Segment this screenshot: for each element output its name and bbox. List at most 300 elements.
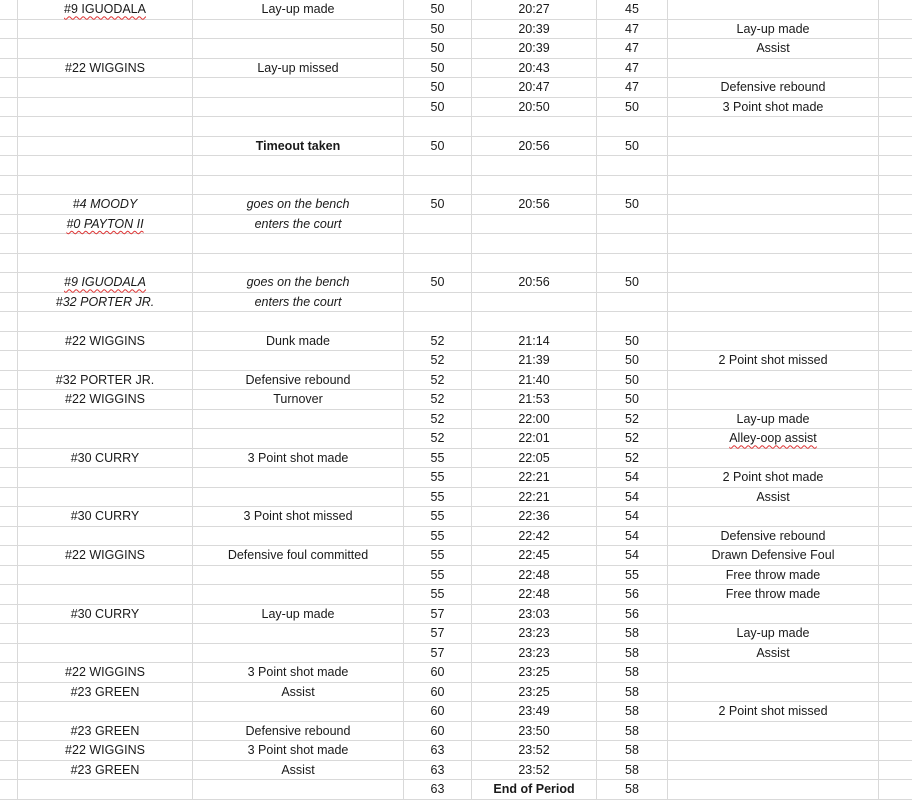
cell-player[interactable]: [18, 644, 193, 663]
cell-player[interactable]: [18, 780, 193, 799]
cell-player[interactable]: [18, 234, 193, 253]
cell-player[interactable]: [18, 410, 193, 429]
cell-opponent-action[interactable]: [668, 468, 879, 487]
cell-player[interactable]: [18, 351, 193, 370]
cell-extra[interactable]: [879, 137, 912, 156]
cell-score-away[interactable]: [597, 527, 668, 546]
cell-score-home[interactable]: [404, 20, 472, 39]
cell-score-home[interactable]: [404, 702, 472, 721]
cell-player[interactable]: [18, 624, 193, 643]
cell-time[interactable]: [472, 468, 597, 487]
cell-score-away[interactable]: [597, 624, 668, 643]
cell-margin[interactable]: [0, 0, 18, 19]
cell-score-away[interactable]: [597, 371, 668, 390]
cell-action[interactable]: [193, 449, 404, 468]
cell-action[interactable]: [193, 156, 404, 175]
cell-score-away[interactable]: [597, 663, 668, 682]
cell-opponent-action[interactable]: [668, 566, 879, 585]
cell-score-away[interactable]: [597, 20, 668, 39]
cell-score-away[interactable]: [597, 273, 668, 292]
cell-action[interactable]: [193, 741, 404, 760]
cell-score-home[interactable]: [404, 585, 472, 604]
cell-margin[interactable]: [0, 585, 18, 604]
cell-extra[interactable]: [879, 702, 912, 721]
cell-player[interactable]: [18, 39, 193, 58]
cell-score-home[interactable]: [404, 527, 472, 546]
cell-time[interactable]: [472, 780, 597, 799]
cell-margin[interactable]: [0, 468, 18, 487]
cell-score-away[interactable]: [597, 195, 668, 214]
cell-score-home[interactable]: [404, 98, 472, 117]
cell-action[interactable]: [193, 605, 404, 624]
cell-margin[interactable]: [0, 312, 18, 331]
cell-score-home[interactable]: [404, 254, 472, 273]
cell-time[interactable]: [472, 371, 597, 390]
cell-player[interactable]: [18, 195, 193, 214]
cell-margin[interactable]: [0, 663, 18, 682]
cell-time[interactable]: [472, 156, 597, 175]
cell-opponent-action[interactable]: [668, 137, 879, 156]
cell-time[interactable]: [472, 176, 597, 195]
cell-score-home[interactable]: [404, 59, 472, 78]
cell-time[interactable]: [472, 624, 597, 643]
cell-player[interactable]: [18, 683, 193, 702]
cell-time[interactable]: [472, 20, 597, 39]
cell-time[interactable]: [472, 585, 597, 604]
cell-opponent-action[interactable]: [668, 0, 879, 19]
cell-action[interactable]: [193, 371, 404, 390]
cell-margin[interactable]: [0, 117, 18, 136]
cell-margin[interactable]: [0, 293, 18, 312]
cell-score-away[interactable]: [597, 410, 668, 429]
cell-action[interactable]: [193, 702, 404, 721]
cell-extra[interactable]: [879, 234, 912, 253]
cell-action[interactable]: [193, 215, 404, 234]
cell-action[interactable]: [193, 663, 404, 682]
cell-score-away[interactable]: [597, 312, 668, 331]
cell-player[interactable]: [18, 390, 193, 409]
cell-player[interactable]: [18, 371, 193, 390]
cell-action[interactable]: [193, 624, 404, 643]
cell-score-away[interactable]: [597, 761, 668, 780]
cell-score-home[interactable]: [404, 780, 472, 799]
cell-score-away[interactable]: [597, 390, 668, 409]
cell-action[interactable]: [193, 293, 404, 312]
cell-margin[interactable]: [0, 98, 18, 117]
cell-player[interactable]: [18, 507, 193, 526]
cell-margin[interactable]: [0, 234, 18, 253]
cell-score-home[interactable]: [404, 546, 472, 565]
cell-extra[interactable]: [879, 605, 912, 624]
cell-score-away[interactable]: [597, 293, 668, 312]
cell-margin[interactable]: [0, 254, 18, 273]
cell-player[interactable]: [18, 156, 193, 175]
cell-score-away[interactable]: [597, 234, 668, 253]
cell-score-home[interactable]: [404, 39, 472, 58]
cell-action[interactable]: [193, 390, 404, 409]
cell-score-away[interactable]: [597, 117, 668, 136]
cell-extra[interactable]: [879, 741, 912, 760]
cell-extra[interactable]: [879, 312, 912, 331]
cell-extra[interactable]: [879, 780, 912, 799]
cell-time[interactable]: [472, 117, 597, 136]
cell-opponent-action[interactable]: [668, 20, 879, 39]
cell-opponent-action[interactable]: [668, 273, 879, 292]
cell-extra[interactable]: [879, 195, 912, 214]
cell-action[interactable]: [193, 254, 404, 273]
cell-player[interactable]: [18, 663, 193, 682]
cell-opponent-action[interactable]: [668, 624, 879, 643]
cell-player[interactable]: [18, 137, 193, 156]
cell-player[interactable]: [18, 761, 193, 780]
cell-extra[interactable]: [879, 585, 912, 604]
cell-extra[interactable]: [879, 644, 912, 663]
cell-margin[interactable]: [0, 761, 18, 780]
cell-time[interactable]: [472, 741, 597, 760]
cell-opponent-action[interactable]: [668, 254, 879, 273]
cell-margin[interactable]: [0, 137, 18, 156]
cell-opponent-action[interactable]: [668, 449, 879, 468]
cell-margin[interactable]: [0, 273, 18, 292]
cell-time[interactable]: [472, 605, 597, 624]
cell-score-away[interactable]: [597, 605, 668, 624]
cell-player[interactable]: [18, 215, 193, 234]
cell-action[interactable]: [193, 39, 404, 58]
cell-player[interactable]: [18, 254, 193, 273]
cell-player[interactable]: [18, 293, 193, 312]
cell-score-home[interactable]: [404, 449, 472, 468]
cell-score-home[interactable]: [404, 644, 472, 663]
cell-margin[interactable]: [0, 78, 18, 97]
cell-margin[interactable]: [0, 507, 18, 526]
cell-score-away[interactable]: [597, 332, 668, 351]
cell-time[interactable]: [472, 390, 597, 409]
cell-extra[interactable]: [879, 429, 912, 448]
cell-extra[interactable]: [879, 371, 912, 390]
cell-extra[interactable]: [879, 488, 912, 507]
cell-opponent-action[interactable]: [668, 78, 879, 97]
cell-action[interactable]: [193, 585, 404, 604]
cell-time[interactable]: [472, 702, 597, 721]
cell-score-away[interactable]: [597, 507, 668, 526]
cell-time[interactable]: [472, 663, 597, 682]
cell-time[interactable]: [472, 0, 597, 19]
cell-extra[interactable]: [879, 761, 912, 780]
cell-score-away[interactable]: [597, 780, 668, 799]
cell-margin[interactable]: [0, 624, 18, 643]
cell-score-away[interactable]: [597, 156, 668, 175]
cell-extra[interactable]: [879, 78, 912, 97]
cell-score-away[interactable]: [597, 546, 668, 565]
cell-opponent-action[interactable]: [668, 663, 879, 682]
cell-action[interactable]: [193, 98, 404, 117]
cell-time[interactable]: [472, 429, 597, 448]
cell-extra[interactable]: [879, 663, 912, 682]
cell-time[interactable]: [472, 722, 597, 741]
cell-margin[interactable]: [0, 371, 18, 390]
cell-extra[interactable]: [879, 722, 912, 741]
cell-score-away[interactable]: [597, 488, 668, 507]
cell-opponent-action[interactable]: [668, 585, 879, 604]
cell-time[interactable]: [472, 332, 597, 351]
cell-margin[interactable]: [0, 410, 18, 429]
cell-score-away[interactable]: [597, 78, 668, 97]
cell-time[interactable]: [472, 273, 597, 292]
cell-margin[interactable]: [0, 332, 18, 351]
cell-extra[interactable]: [879, 546, 912, 565]
cell-score-away[interactable]: [597, 566, 668, 585]
cell-opponent-action[interactable]: [668, 39, 879, 58]
cell-margin[interactable]: [0, 176, 18, 195]
cell-action[interactable]: [193, 527, 404, 546]
cell-time[interactable]: [472, 410, 597, 429]
cell-margin[interactable]: [0, 390, 18, 409]
cell-opponent-action[interactable]: [668, 605, 879, 624]
cell-opponent-action[interactable]: [668, 527, 879, 546]
cell-score-away[interactable]: [597, 137, 668, 156]
cell-extra[interactable]: [879, 566, 912, 585]
cell-action[interactable]: [193, 507, 404, 526]
cell-score-home[interactable]: [404, 273, 472, 292]
cell-margin[interactable]: [0, 780, 18, 799]
cell-margin[interactable]: [0, 429, 18, 448]
cell-opponent-action[interactable]: [668, 741, 879, 760]
cell-opponent-action[interactable]: [668, 780, 879, 799]
cell-opponent-action[interactable]: [668, 332, 879, 351]
cell-time[interactable]: [472, 488, 597, 507]
cell-score-home[interactable]: [404, 683, 472, 702]
cell-opponent-action[interactable]: [668, 234, 879, 253]
cell-margin[interactable]: [0, 683, 18, 702]
cell-action[interactable]: [193, 644, 404, 663]
cell-player[interactable]: [18, 722, 193, 741]
cell-opponent-action[interactable]: [668, 195, 879, 214]
cell-extra[interactable]: [879, 176, 912, 195]
cell-action[interactable]: [193, 546, 404, 565]
cell-margin[interactable]: [0, 195, 18, 214]
cell-player[interactable]: [18, 0, 193, 19]
cell-player[interactable]: [18, 20, 193, 39]
cell-action[interactable]: [193, 468, 404, 487]
cell-extra[interactable]: [879, 507, 912, 526]
cell-score-away[interactable]: [597, 429, 668, 448]
cell-score-away[interactable]: [597, 98, 668, 117]
cell-extra[interactable]: [879, 351, 912, 370]
cell-margin[interactable]: [0, 20, 18, 39]
cell-score-home[interactable]: [404, 117, 472, 136]
cell-opponent-action[interactable]: [668, 761, 879, 780]
cell-opponent-action[interactable]: [668, 371, 879, 390]
cell-score-home[interactable]: [404, 488, 472, 507]
cell-player[interactable]: [18, 59, 193, 78]
cell-action[interactable]: [193, 761, 404, 780]
cell-score-home[interactable]: [404, 234, 472, 253]
cell-player[interactable]: [18, 98, 193, 117]
cell-action[interactable]: [193, 195, 404, 214]
cell-margin[interactable]: [0, 215, 18, 234]
cell-action[interactable]: [193, 312, 404, 331]
cell-opponent-action[interactable]: [668, 702, 879, 721]
cell-extra[interactable]: [879, 39, 912, 58]
cell-margin[interactable]: [0, 39, 18, 58]
cell-opponent-action[interactable]: [668, 59, 879, 78]
cell-opponent-action[interactable]: [668, 644, 879, 663]
cell-time[interactable]: [472, 566, 597, 585]
cell-score-home[interactable]: [404, 371, 472, 390]
cell-player[interactable]: [18, 605, 193, 624]
cell-score-home[interactable]: [404, 312, 472, 331]
cell-score-home[interactable]: [404, 78, 472, 97]
cell-player[interactable]: [18, 273, 193, 292]
cell-extra[interactable]: [879, 410, 912, 429]
cell-score-away[interactable]: [597, 0, 668, 19]
cell-extra[interactable]: [879, 273, 912, 292]
cell-time[interactable]: [472, 449, 597, 468]
cell-score-away[interactable]: [597, 722, 668, 741]
cell-extra[interactable]: [879, 527, 912, 546]
cell-player[interactable]: [18, 117, 193, 136]
cell-extra[interactable]: [879, 332, 912, 351]
cell-score-home[interactable]: [404, 293, 472, 312]
cell-extra[interactable]: [879, 683, 912, 702]
cell-extra[interactable]: [879, 98, 912, 117]
cell-player[interactable]: [18, 429, 193, 448]
cell-extra[interactable]: [879, 254, 912, 273]
cell-time[interactable]: [472, 59, 597, 78]
cell-score-away[interactable]: [597, 741, 668, 760]
cell-action[interactable]: [193, 683, 404, 702]
cell-score-away[interactable]: [597, 59, 668, 78]
cell-score-home[interactable]: [404, 137, 472, 156]
cell-time[interactable]: [472, 507, 597, 526]
cell-extra[interactable]: [879, 624, 912, 643]
cell-time[interactable]: [472, 39, 597, 58]
cell-score-home[interactable]: [404, 176, 472, 195]
cell-player[interactable]: [18, 546, 193, 565]
cell-opponent-action[interactable]: [668, 683, 879, 702]
cell-opponent-action[interactable]: [668, 351, 879, 370]
cell-action[interactable]: [193, 410, 404, 429]
cell-player[interactable]: [18, 449, 193, 468]
cell-time[interactable]: [472, 683, 597, 702]
cell-action[interactable]: [193, 0, 404, 19]
cell-opponent-action[interactable]: [668, 215, 879, 234]
cell-score-home[interactable]: [404, 722, 472, 741]
cell-opponent-action[interactable]: [668, 722, 879, 741]
cell-extra[interactable]: [879, 468, 912, 487]
cell-player[interactable]: [18, 312, 193, 331]
cell-opponent-action[interactable]: [668, 410, 879, 429]
cell-time[interactable]: [472, 78, 597, 97]
cell-time[interactable]: [472, 234, 597, 253]
cell-opponent-action[interactable]: [668, 507, 879, 526]
cell-player[interactable]: [18, 332, 193, 351]
cell-action[interactable]: [193, 59, 404, 78]
cell-action[interactable]: [193, 117, 404, 136]
cell-time[interactable]: [472, 215, 597, 234]
cell-score-home[interactable]: [404, 390, 472, 409]
cell-extra[interactable]: [879, 293, 912, 312]
cell-score-home[interactable]: [404, 0, 472, 19]
cell-action[interactable]: [193, 273, 404, 292]
cell-extra[interactable]: [879, 449, 912, 468]
cell-player[interactable]: [18, 702, 193, 721]
cell-score-home[interactable]: [404, 332, 472, 351]
cell-margin[interactable]: [0, 605, 18, 624]
cell-action[interactable]: [193, 20, 404, 39]
cell-score-home[interactable]: [404, 741, 472, 760]
cell-opponent-action[interactable]: [668, 312, 879, 331]
cell-time[interactable]: [472, 351, 597, 370]
cell-time[interactable]: [472, 195, 597, 214]
cell-player[interactable]: [18, 488, 193, 507]
cell-action[interactable]: [193, 137, 404, 156]
cell-time[interactable]: [472, 254, 597, 273]
cell-time[interactable]: [472, 527, 597, 546]
cell-score-home[interactable]: [404, 507, 472, 526]
cell-player[interactable]: [18, 78, 193, 97]
cell-margin[interactable]: [0, 741, 18, 760]
cell-score-away[interactable]: [597, 351, 668, 370]
cell-time[interactable]: [472, 98, 597, 117]
cell-extra[interactable]: [879, 117, 912, 136]
cell-player[interactable]: [18, 566, 193, 585]
cell-player[interactable]: [18, 585, 193, 604]
cell-margin[interactable]: [0, 546, 18, 565]
cell-score-home[interactable]: [404, 624, 472, 643]
cell-margin[interactable]: [0, 351, 18, 370]
cell-score-home[interactable]: [404, 468, 472, 487]
cell-time[interactable]: [472, 137, 597, 156]
cell-margin[interactable]: [0, 644, 18, 663]
cell-player[interactable]: [18, 741, 193, 760]
cell-player[interactable]: [18, 468, 193, 487]
cell-action[interactable]: [193, 234, 404, 253]
cell-score-home[interactable]: [404, 429, 472, 448]
cell-opponent-action[interactable]: [668, 390, 879, 409]
cell-extra[interactable]: [879, 20, 912, 39]
cell-score-home[interactable]: [404, 195, 472, 214]
cell-opponent-action[interactable]: [668, 176, 879, 195]
cell-action[interactable]: [193, 351, 404, 370]
cell-score-home[interactable]: [404, 663, 472, 682]
cell-action[interactable]: [193, 78, 404, 97]
cell-margin[interactable]: [0, 722, 18, 741]
cell-player[interactable]: [18, 527, 193, 546]
cell-time[interactable]: [472, 761, 597, 780]
cell-score-away[interactable]: [597, 449, 668, 468]
cell-score-away[interactable]: [597, 468, 668, 487]
cell-time[interactable]: [472, 293, 597, 312]
cell-score-home[interactable]: [404, 351, 472, 370]
cell-score-home[interactable]: [404, 761, 472, 780]
cell-action[interactable]: [193, 429, 404, 448]
cell-score-home[interactable]: [404, 566, 472, 585]
cell-score-home[interactable]: [404, 605, 472, 624]
cell-score-away[interactable]: [597, 683, 668, 702]
cell-extra[interactable]: [879, 215, 912, 234]
cell-time[interactable]: [472, 546, 597, 565]
cell-extra[interactable]: [879, 59, 912, 78]
cell-action[interactable]: [193, 780, 404, 799]
cell-margin[interactable]: [0, 59, 18, 78]
cell-action[interactable]: [193, 332, 404, 351]
cell-margin[interactable]: [0, 566, 18, 585]
cell-margin[interactable]: [0, 527, 18, 546]
cell-opponent-action[interactable]: [668, 293, 879, 312]
cell-time[interactable]: [472, 644, 597, 663]
cell-action[interactable]: [193, 176, 404, 195]
